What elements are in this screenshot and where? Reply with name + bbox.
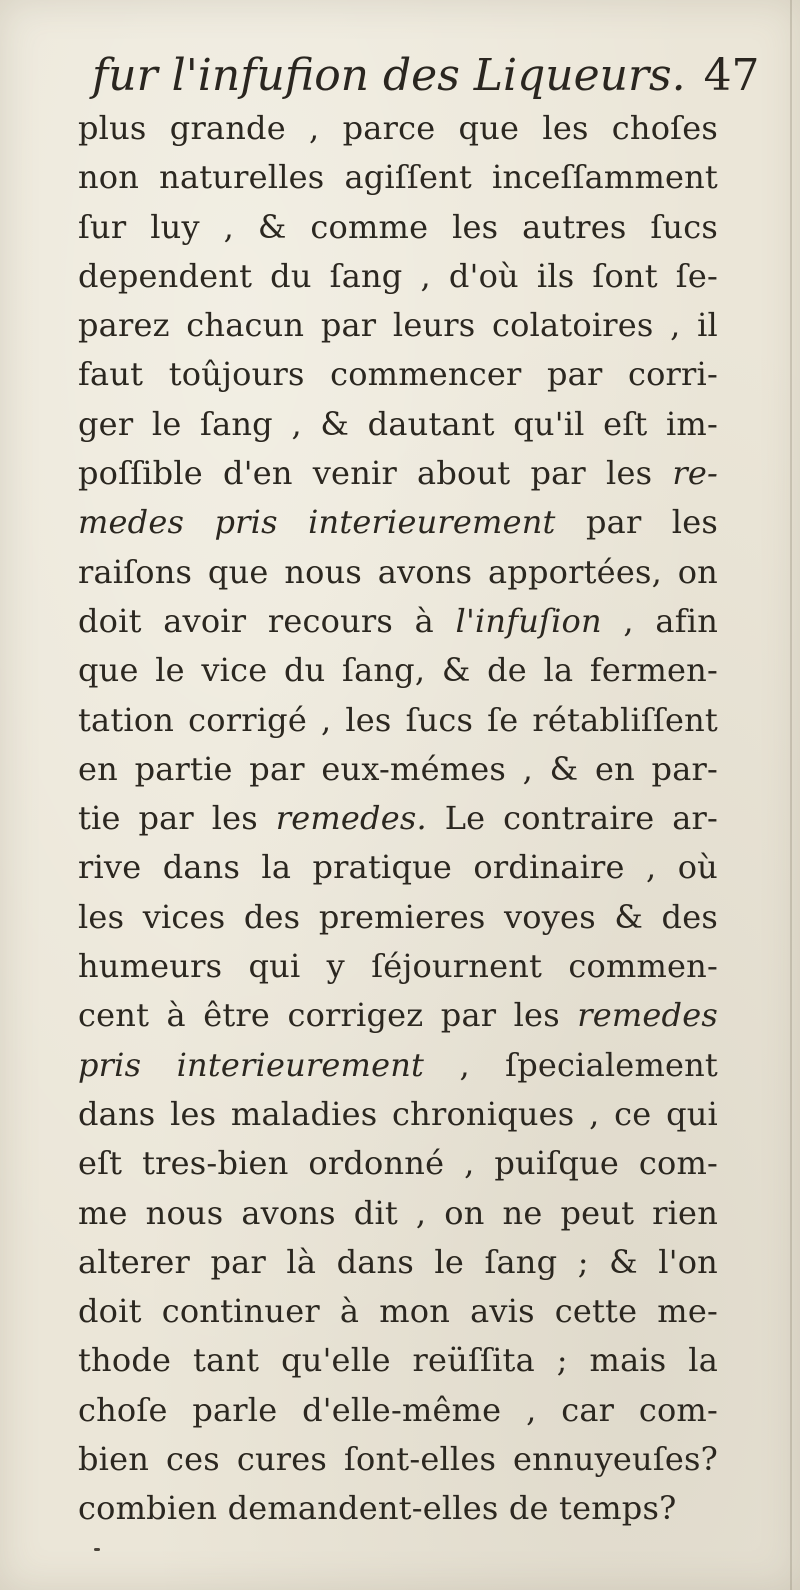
text-segment: me nous avons dit , on ne peut rien bbox=[78, 1193, 718, 1232]
italic-text: medes pris interieurement bbox=[78, 503, 556, 542]
text-segment: faut toûjours commencer par corri- bbox=[78, 355, 718, 394]
italic-text: l'infuſion bbox=[455, 601, 602, 640]
text-segment: cent à être corrigez par les bbox=[78, 996, 578, 1035]
text-segment: choſe parle d'elle-même , car com- bbox=[78, 1390, 718, 1429]
text-segment: alterer par là dans le ſang ; & l'on bbox=[78, 1242, 718, 1281]
page-number: 47 bbox=[703, 50, 760, 101]
text-segment: , ſpecialement bbox=[424, 1045, 718, 1084]
text-segment: ſur luy , & comme les autres ſucs bbox=[78, 207, 718, 246]
running-title: fur l'infufion des Liqueurs. bbox=[92, 50, 686, 101]
text-segment: combien demandent-elles de temps? bbox=[78, 1489, 677, 1528]
text-line bbox=[78, 597, 718, 646]
text-line bbox=[78, 991, 718, 1040]
text-segment: dans les maladies chroniques , ce qui bbox=[78, 1094, 718, 1133]
text-segment: raiſons que nous avons apportées, on bbox=[78, 552, 718, 591]
text-segment: , afin bbox=[601, 601, 718, 640]
text-line bbox=[78, 1189, 718, 1238]
text-segment: poſſible d'en venir about par les bbox=[78, 454, 673, 493]
text-line bbox=[78, 646, 718, 695]
running-header bbox=[92, 44, 760, 108]
text-line bbox=[78, 893, 718, 942]
text-segment: dependent du ſang , d'où ils ſont ſe- bbox=[78, 256, 718, 295]
text-line bbox=[78, 1484, 718, 1533]
text-line bbox=[78, 1435, 718, 1484]
text-line bbox=[78, 1139, 718, 1188]
text-segment: Le contraire ar- bbox=[426, 799, 718, 838]
text-segment: plus grande , parce que les choſes bbox=[78, 109, 718, 147]
text-segment: thode tant qu'elle reüſſita ; mais la bbox=[78, 1341, 718, 1380]
text-segment: eſt tres-bien ordonné , puiſque com- bbox=[78, 1144, 718, 1183]
italic-text: remedes. bbox=[275, 799, 427, 838]
text-segment: tie par les bbox=[78, 799, 276, 838]
ink-speck bbox=[94, 1548, 100, 1551]
text-line bbox=[78, 1090, 718, 1139]
text-segment: en partie par eux-mémes , & en par- bbox=[78, 749, 718, 788]
text-line bbox=[78, 104, 718, 153]
text-segment: ger le ſang , & dautant qu'il eſt im- bbox=[78, 404, 718, 443]
text-line bbox=[78, 203, 718, 252]
text-line bbox=[78, 1041, 718, 1090]
text-line bbox=[78, 350, 718, 399]
page-edge-line bbox=[790, 0, 792, 1590]
text-segment: bien ces cures ſont-elles ennuyeuſes? bbox=[78, 1440, 718, 1479]
text-segment: tation corrigé , les ſucs ſe rétabliſſent bbox=[78, 700, 718, 739]
text-line bbox=[78, 1386, 718, 1435]
text-segment: doit avoir recours à bbox=[78, 601, 456, 640]
text-segment: rive dans la pratique ordinaire , où bbox=[78, 848, 718, 887]
text-line bbox=[78, 1336, 718, 1385]
text-segment: que le vice du ſang, & de la fermen- bbox=[78, 651, 718, 690]
text-line bbox=[78, 153, 718, 202]
text-line bbox=[78, 449, 718, 498]
text-line bbox=[78, 498, 718, 547]
text-line bbox=[78, 843, 718, 892]
text-segment: humeurs qui y ſéjournent commen- bbox=[78, 947, 718, 986]
text-line bbox=[78, 301, 718, 350]
text-line bbox=[78, 794, 718, 843]
italic-text: re- bbox=[672, 454, 718, 493]
text-line bbox=[78, 745, 718, 794]
text-line bbox=[78, 942, 718, 991]
italic-text: remedes bbox=[577, 996, 718, 1035]
text-line bbox=[78, 696, 718, 745]
body-text bbox=[78, 104, 718, 1534]
text-line bbox=[78, 252, 718, 301]
text-line bbox=[78, 1287, 718, 1336]
text-segment: les vices des premieres voyes & des bbox=[78, 897, 718, 936]
text-segment: doit continuer à mon avis cette me- bbox=[78, 1292, 718, 1331]
text-segment: parez chacun par leurs colatoires , il bbox=[78, 306, 718, 345]
text-segment: non naturelles agiſſent inceſſamment bbox=[78, 158, 718, 197]
text-line bbox=[78, 400, 718, 449]
italic-text: pris interieurement bbox=[78, 1045, 425, 1084]
text-segment: par les bbox=[555, 503, 718, 542]
text-line bbox=[78, 1238, 718, 1287]
text-line bbox=[78, 548, 718, 597]
